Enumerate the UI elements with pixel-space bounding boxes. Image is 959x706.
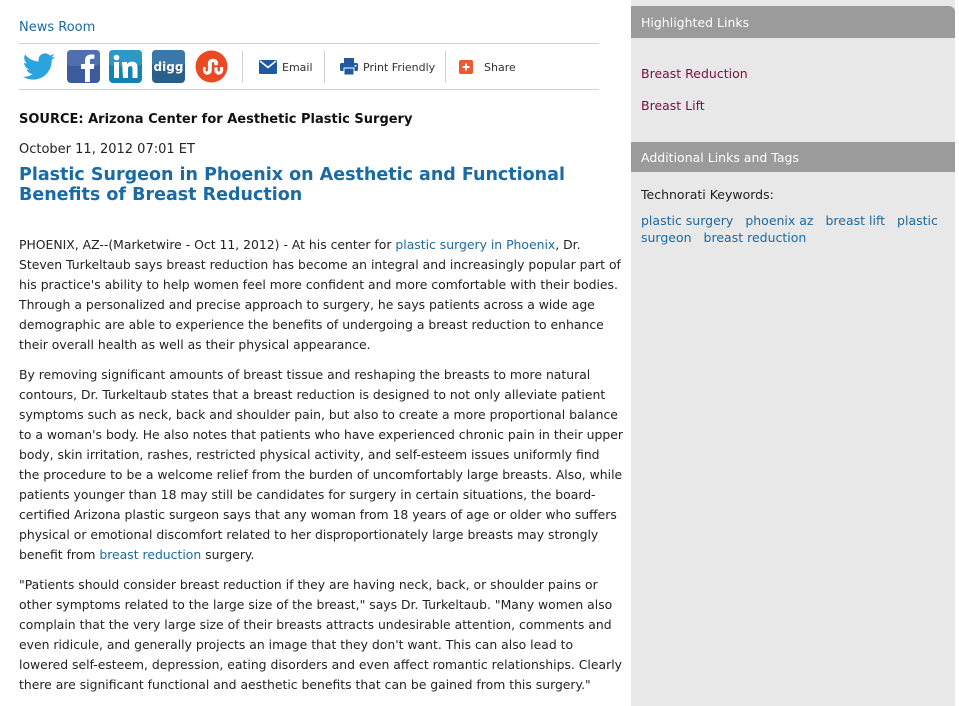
paragraph-line: Through a personalized and precise approach to surgery, he says patients across a wide age — [19, 297, 595, 312]
paragraph-line: their overall health as well as their physical appearance. — [19, 337, 371, 352]
email-label: Email — [282, 61, 313, 74]
twitter-icon[interactable] — [21, 50, 57, 83]
paragraph-line: By removing significant amounts of breast tissue and reshaping the breasts to more natural — [19, 367, 591, 382]
paragraph-line: lowered self-esteem, depression, eating disorders and even affect romantic relationships. Clearly — [19, 657, 622, 672]
envelope-icon — [259, 60, 277, 74]
tag-link[interactable]: phoenix az — [745, 213, 814, 228]
linkedin-icon[interactable] — [109, 50, 142, 83]
publish-date: October 11, 2012 07:01 ET — [19, 142, 195, 157]
text: , Dr. — [555, 237, 581, 252]
paragraph-line: complain that the very large size of their breasts attracts undesirable attention, comments and — [19, 617, 612, 632]
tag-link[interactable]: breast lift — [825, 213, 886, 228]
tag-link[interactable]: plastic surgeon — [641, 213, 938, 245]
highlighted-links-header: Highlighted Links — [631, 6, 955, 38]
text: PHOENIX, AZ--(Marketwire - Oct 11, 2012) - At his center for — [19, 237, 396, 252]
highlighted-link-breast-lift[interactable]: Breast Lift — [641, 98, 705, 113]
paragraph-line: symptoms such as neck, back and shoulder pain, but also to create a more proportional balance — [19, 407, 618, 422]
digg-icon[interactable] — [152, 50, 185, 83]
article-paragraph — [19, 365, 623, 565]
plus-icon — [459, 60, 473, 74]
text: benefit from — [19, 547, 100, 562]
paragraph-line: physical or emotional discomfort related to her disproportionately large breasts may strongly — [19, 527, 599, 542]
tag-link[interactable]: breast reduction — [703, 230, 807, 245]
technorati-keywords-label: Technorati Keywords: — [641, 187, 774, 202]
toolbar-separator — [445, 51, 446, 83]
article-title: Plastic Surgeon in Phoenix on Aesthetic and Functional Benefits of Breast Reduction — [19, 165, 565, 205]
news-room-link[interactable]: News Room — [19, 20, 96, 35]
svg-text:digg: digg — [153, 60, 184, 74]
paragraph-line: to a woman's body. He also notes that patients who have experienced chronic pain in their upper — [19, 427, 623, 442]
highlighted-link-breast-reduction[interactable]: Breast Reduction — [641, 66, 748, 81]
paragraph-line: "Patients should consider breast reduction if they are having neck, back, or shoulder pains or — [19, 577, 598, 592]
share-label: Share — [484, 61, 516, 74]
paragraph-line: the procedure to be a welcome relief from the burden of uncomfortably large breasts. Also, while — [19, 467, 623, 482]
divider — [19, 43, 599, 44]
facebook-icon[interactable] — [67, 50, 100, 83]
toolbar-separator — [324, 51, 325, 83]
paragraph-line — [19, 545, 619, 565]
paragraph-line: demographic are able to experience the benefits of undergoing a breast reduction to enhance — [19, 317, 604, 332]
divider — [19, 89, 599, 90]
share-button[interactable] — [459, 58, 519, 76]
paragraph-line: contours, Dr. Turkeltaub states that a breast reduction is designed to not only alleviate patient — [19, 387, 606, 402]
print-friendly-button[interactable] — [340, 58, 458, 76]
toolbar-separator — [242, 51, 243, 83]
paragraph-line: there are significant functional and aesthetic benefits that can be gained from this surgery." — [19, 677, 591, 692]
source-line: SOURCE: Arizona Center for Aesthetic Plastic Surgery — [19, 112, 413, 127]
tag-list — [641, 212, 941, 246]
text: surgery. — [201, 547, 255, 562]
article-paragraph — [19, 235, 619, 355]
tag-link[interactable]: plastic surgery — [641, 213, 734, 228]
paragraph-line: his practice's ability to help women feel more confident and more comfortable with their bodies. — [19, 277, 618, 292]
additional-links-header: Additional Links and Tags — [631, 142, 955, 172]
paragraph-line: Steven Turkeltaub says breast reduction has become an integral and increasingly popular part of — [19, 257, 621, 272]
print-friendly-label: Print Friendly — [363, 61, 436, 74]
breast-reduction-link[interactable]: breast reduction — [99, 547, 202, 562]
paragraph-line: certified Arizona plastic surgeon says that any woman from 18 years of age or older who suffers — [19, 507, 617, 522]
article-paragraph — [19, 575, 622, 695]
paragraph-line: even ridicule, and generally projects an image that they don't want. This can also lead to — [19, 637, 574, 652]
plastic-surgery-phoenix-link[interactable]: plastic surgery in Phoenix — [395, 237, 556, 252]
email-button[interactable] — [259, 58, 321, 76]
stumbleupon-icon[interactable] — [195, 50, 228, 83]
paragraph-line: other symptoms related to the large size of the breast," says Dr. Turkeltaub. "Many women also — [19, 597, 613, 612]
paragraph-line — [19, 235, 619, 255]
paragraph-line: body, skin irritation, rashes, restricted physical activity, and self-esteem issues uniformly find — [19, 447, 600, 462]
share-toolbar — [19, 49, 599, 87]
printer-icon — [340, 58, 358, 75]
paragraph-line: patients younger than 18 may still be candidates for surgery in certain situations, the board- — [19, 487, 596, 502]
sidebar — [631, 0, 955, 706]
